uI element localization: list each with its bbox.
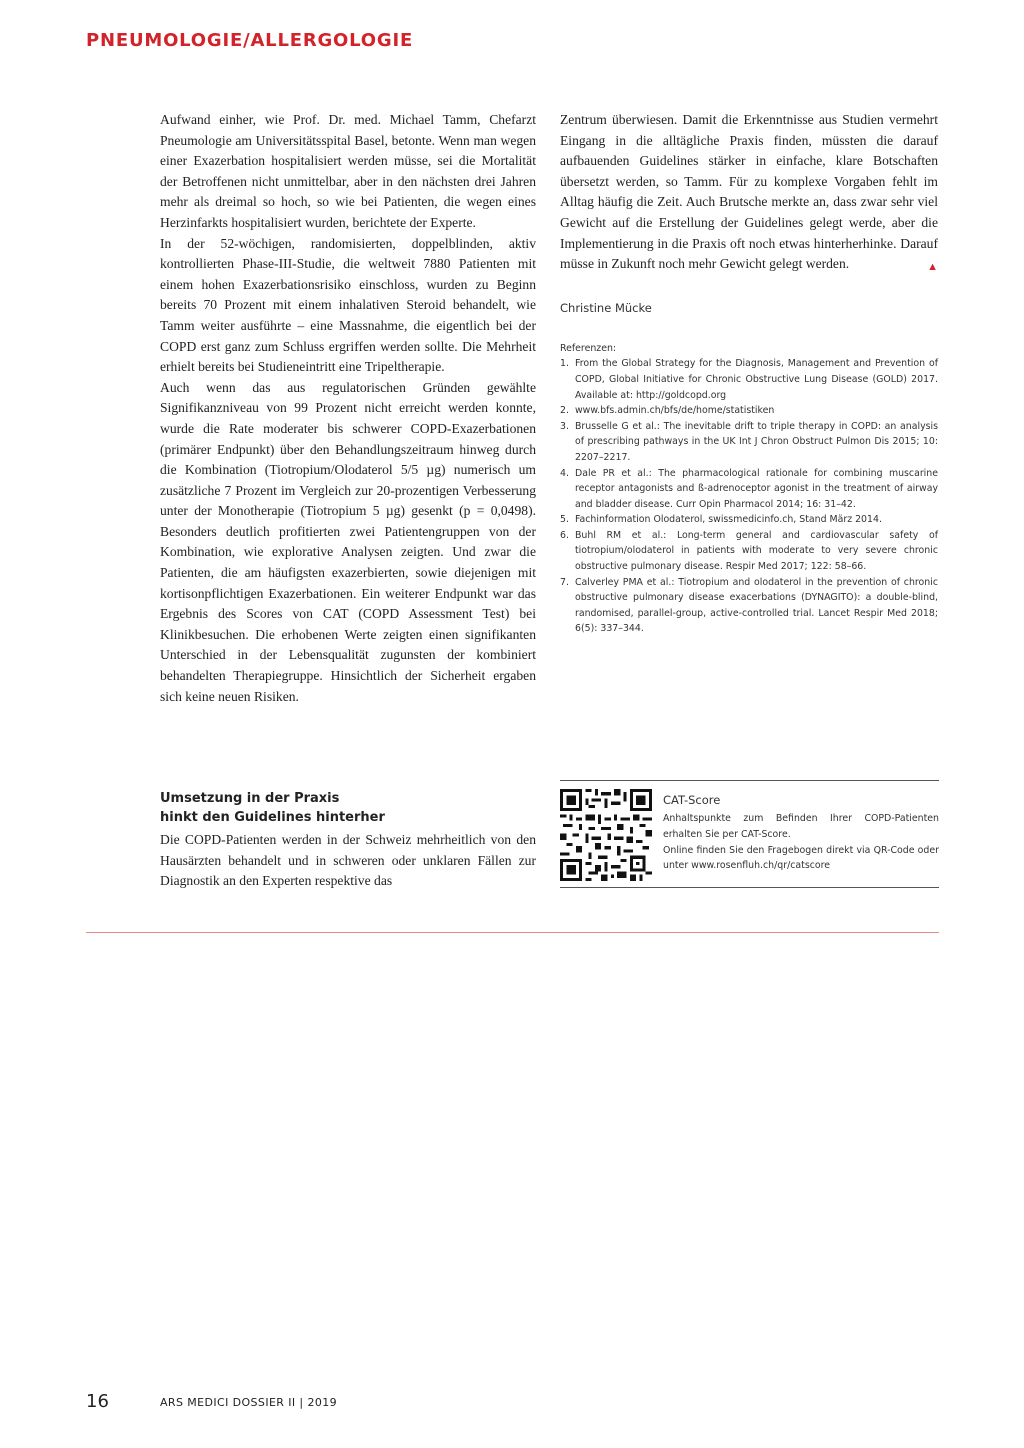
reference-number: 4. — [560, 467, 569, 479]
reference-number: 2. — [560, 405, 569, 417]
cat-score-description: Anhaltspunkte zum Befinden Ihrer COPD-Patienten erhalten Sie per CAT-Score. — [663, 813, 939, 840]
references-heading: Referenzen: — [560, 342, 617, 354]
reference-text: Buhl RM et al.: Long-term general and cardiovascular safety of tiotropium/olodaterol in patients with moderate to very severe chronic obstructive pulmonary disease. Respir Med 2017; 122: 58–66. — [575, 529, 938, 573]
reference-text: Brusselle G et al.: The inevitable drift to triple therapy in COPD: an analysis of prescribing pathways in the UK Int J Chron Obstruct Pulmon Dis 2015; 10: 2207–2217. — [575, 420, 938, 463]
reference-text: Calverley PMA et al.: Tiotropium and olodaterol in the prevention of chronic obstructive pulmonary disease exacerbations (DYNAGITO): a double-blind, randomised, parallel-group, active-controlled trial. Lancet Respir Med 2018; 6(5): 337–344. — [575, 576, 938, 635]
reference-item — [560, 403, 938, 419]
reference-item — [560, 419, 938, 466]
reference-number: 3. — [560, 420, 569, 432]
section-title: PNEUMOLOGIE/ALLERGOLOGIE — [86, 30, 414, 51]
cat-score-box — [560, 780, 939, 888]
reference-item — [560, 528, 938, 575]
cat-score-link-text[interactable]: Online finden Sie den Fragebogen direkt via QR-Code oder unter www.rosenfluh.ch/qr/catscore — [663, 844, 939, 872]
reference-number: 5. — [560, 514, 569, 526]
reference-number: 6. — [560, 529, 569, 541]
body-paragraph: In der 52-wöchigen, randomisierten, doppelblinden, aktiv kontrollierten Phase-III-Studie, die weltweit 7880 Patienten mit einem hohen Exazerbationsrisiko einschloss, wurden zu Beginn bereits 70 Prozent mit einem inhalativen Steroid behandelt, wie Tamm weiter ausführte – eine Massnahme, die eigentlich bei der COPD erst ganz zum Schluss ergriffen werden sollte. Die Mehrheit erhielt bereits bei Studieneintritt eine Tripeltherapie. — [160, 235, 536, 375]
right-column — [560, 110, 938, 637]
subheading-line-1: Umsetzung in der Praxis — [160, 791, 340, 806]
reference-item — [560, 356, 938, 403]
cat-score-text — [663, 793, 939, 874]
reference-number: 7. — [560, 576, 569, 588]
reference-list — [560, 356, 938, 637]
body-paragraph: Auch wenn das aus regulatorischen Gründen gewählte Signifikanzniveau von 99 Prozent nicht erreicht werden konnte, wurde die Rate moderater bis schwerer COPD-Exazerbationen (primärer Endpunkt) über den Behandlungszeitraum hinweg durch die Kombination (Tiotropium/Olodaterol 5/5 µg) numerisch um zusätzliche 7 Prozent im Vergleich zur 20-prozentigen Verbesserung unter der Monotherapie (Tiotropium 5 µg) gesenkt (p = 0,0498). Besonders deutlich profitierten zwei Patientengruppen von der Kombination, wie explorative Analysen zeigten. Und zwar die Patienten, die am häufigsten exazerbierten, sowie diejenigen mit kortisonpflichtigen Exazerbationen. Ein weiterer Endpunkt war das Ergebnis des Scores von CAT (COPD Assessment Test) bei Klinikbesuchen. Die erhobenen Werte zeigten einen signifikanten Unterschied in der Lebensqualität zugunsten der kombiniert behandelten Therapiegruppe. Hinsichtlich der Sicherheit ergaben sich keine neuen Risiken. — [160, 379, 536, 704]
footer-divider — [86, 932, 939, 933]
body-paragraph: Die COPD-Patienten werden in der Schweiz mehrheitlich von den Hausärzten behandelt und in schweren oder unklaren Fällen zur Diagnostik an den Experten respektive das — [160, 832, 536, 889]
reference-item — [560, 575, 938, 637]
left-column — [160, 110, 536, 707]
body-paragraph — [560, 110, 938, 275]
cat-score-title: CAT-Score — [663, 793, 721, 807]
reference-text: From the Global Strategy for the Diagnosis, Management and Prevention of COPD, Global Initiative for Chronic Obstructive Lung Disease (GOLD) 2017. Available at: http://goldcopd.org — [575, 358, 938, 401]
body-paragraph-text: Zentrum überwiesen. Damit die Erkenntnisse aus Studien vermehrt Eingang in die alltägliche Praxis finden, müssten die darauf aufbauenden Guidelines stärker in einfache, klare Botschaften übersetzt werden, so Tamm. Für zu komplexe Vorgaben fehlt im Alltag häufig die Zeit. Auch Brutsche merkte an, dass zwar sehr viel Gewicht auf die Erstellung der Guidelines gelegt werde, aber die Implementierung in die Praxis oft noch etwas hinterherhinke. Darauf müsse in Zukunft noch mehr Gewicht gelegt werden. — [560, 112, 938, 272]
page-number: 16 — [86, 1391, 109, 1412]
reference-item — [560, 466, 938, 513]
body-paragraph: Aufwand einher, wie Prof. Dr. med. Michael Tamm, Chefarzt Pneumologie am Universitätsspital Basel, betonte. Wenn man wegen einer Exazerbation hospitalisiert werden müsse, sei die Mortalität der Betroffenen nicht unmittelbar, aber in den nächsten drei Jahren mehr als dreimal so hoch, so wie bei Patienten, die wegen eines Herzinfarkts hospitalisiert wurden, berichtete der Experte. — [160, 112, 536, 230]
subheading-line-2: hinkt den Guidelines hinterher — [160, 809, 385, 825]
section-subheading — [160, 790, 536, 827]
reference-item — [560, 512, 938, 528]
reference-text: Dale PR et al.: The pharmacological rationale for combining muscarine receptor antagonists and ß-adrenoceptor agonist in the treatment of airway and bladder disease. Curr Opin Pharmacol 2014; 16: 31–42. — [575, 467, 938, 510]
reference-text: Fachinformation Olodaterol, swissmedicinfo.ch, Stand März 2014. — [575, 514, 882, 526]
references — [560, 341, 938, 637]
reference-number: 1. — [560, 358, 569, 370]
end-triangle-icon: ▲ — [927, 261, 938, 274]
journal-title: ARS MEDICI DOSSIER II | 2019 — [160, 1396, 338, 1409]
qr-code-icon[interactable] — [560, 789, 652, 881]
reference-text: www.bfs.admin.ch/bfs/de/home/statistiken — [575, 405, 775, 417]
author-name: Christine Mücke — [560, 300, 652, 315]
